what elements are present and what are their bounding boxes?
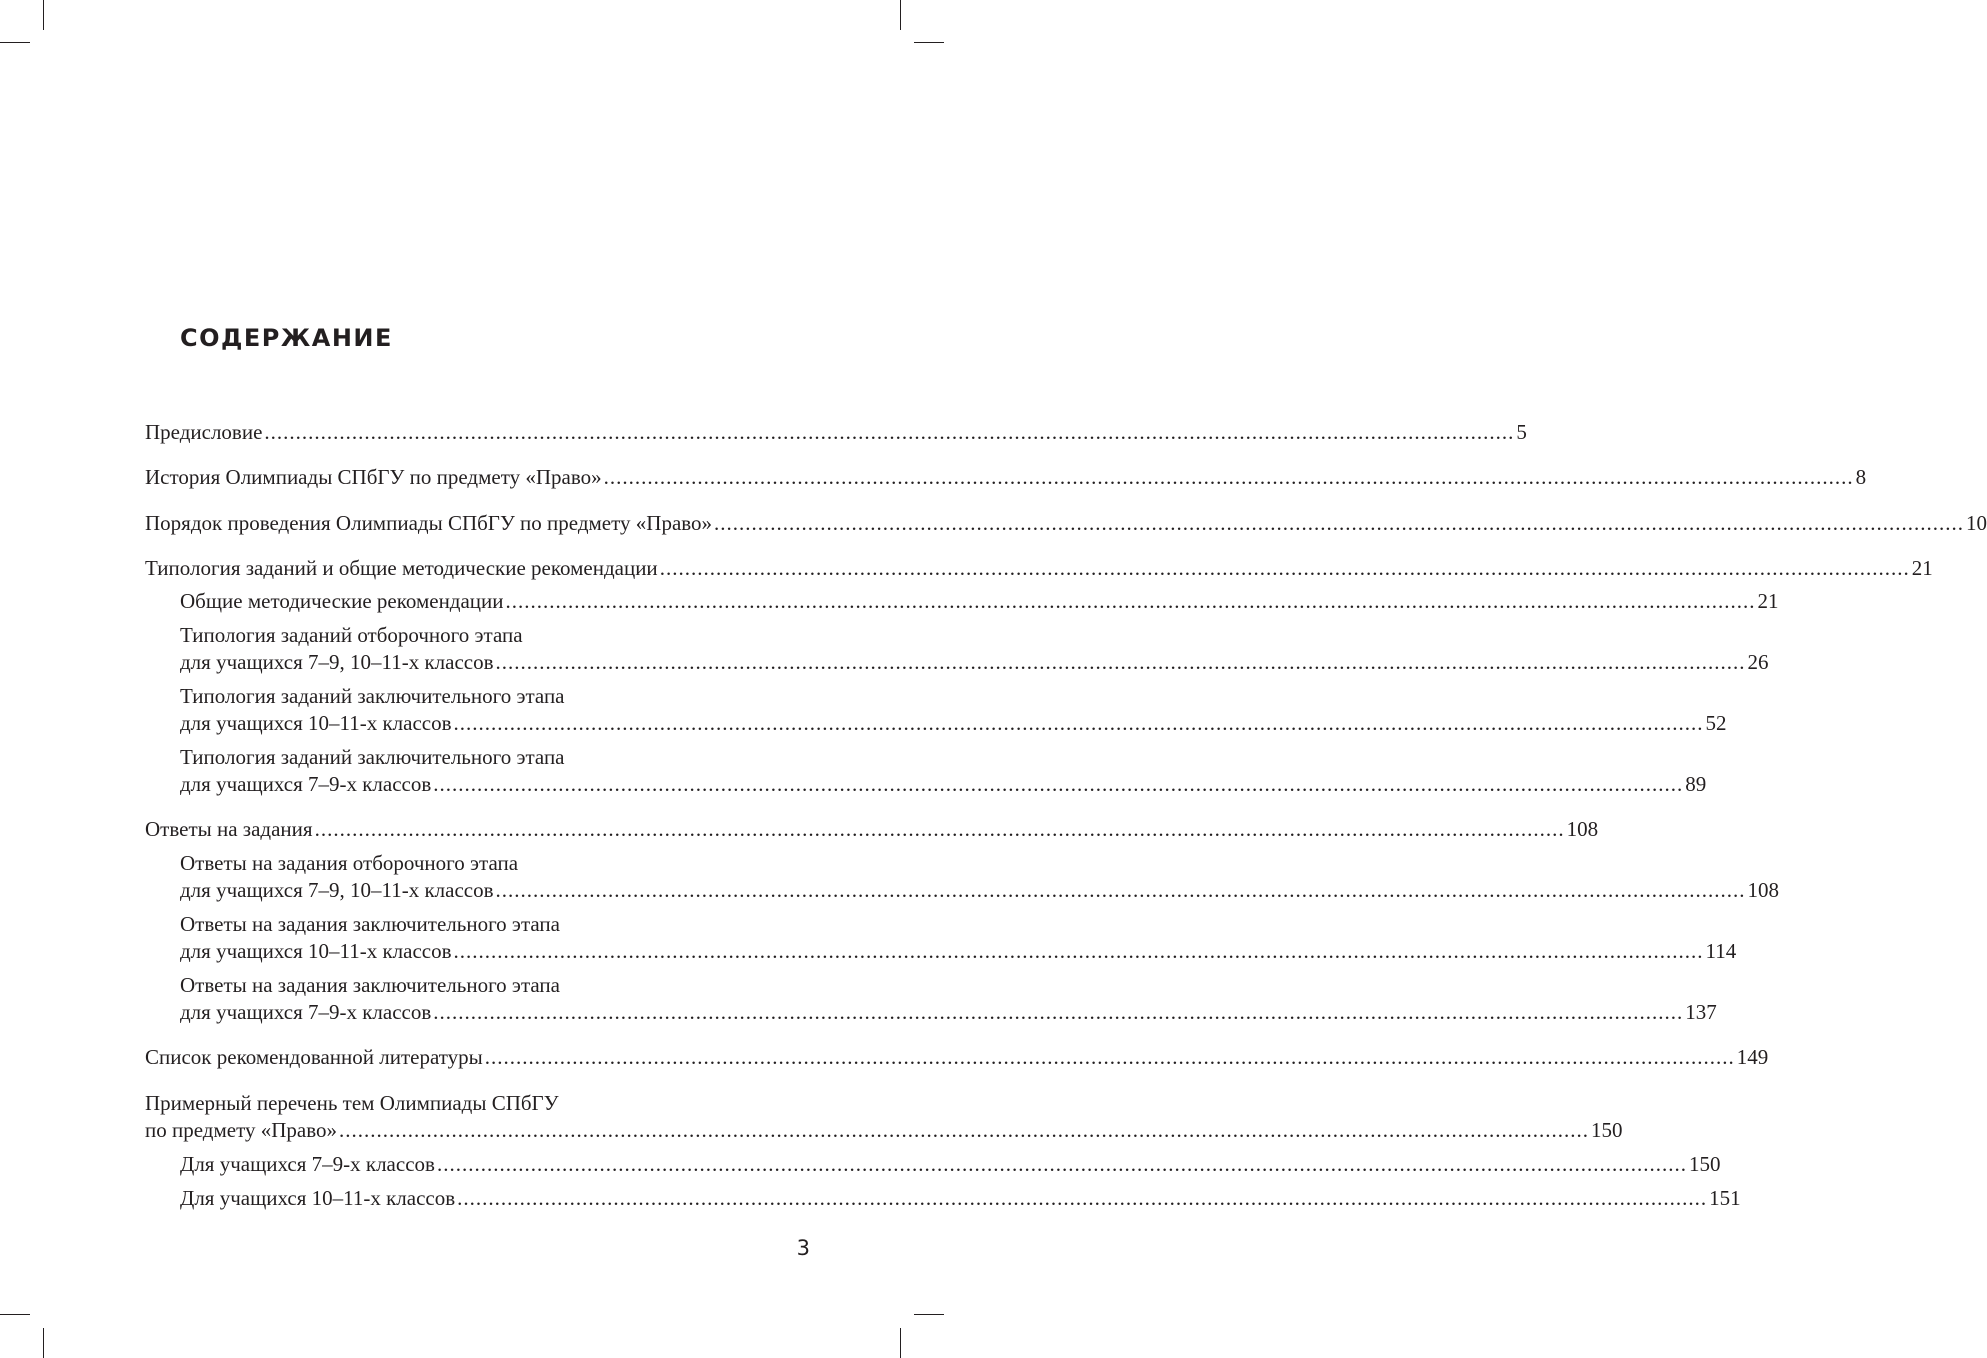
crop-mark-top-right-vertical	[900, 0, 901, 30]
toc-subentry[interactable]	[180, 744, 1707, 798]
dot-leader: ........................................................................................................................................................................................................	[457, 1186, 1708, 1210]
toc-entry-text-line1: Примерный перечень тем Олимпиады СПбГУ	[145, 1091, 559, 1115]
toc-subentry[interactable]	[180, 972, 1717, 1026]
toc-entry-text: Ответы на задания	[145, 817, 313, 841]
toc-entry-text: Список рекомендованной литературы	[145, 1045, 483, 1069]
toc-entry-text-line1: Типология заданий отборочного этапа	[180, 623, 523, 647]
crop-mark-bottom-right-vertical	[900, 1328, 901, 1358]
toc-entry-page: 151	[1709, 1186, 1741, 1210]
dot-leader: ........................................................................................................................................................................................................	[436, 1152, 1687, 1176]
toc-entry-text-line1: Ответы на задания отборочного этапа	[180, 851, 519, 875]
toc-entry-page: 114	[1705, 939, 1737, 963]
toc-entry-text: Порядок проведения Олимпиады СПбГУ по предмету «Право»	[145, 511, 713, 535]
toc-entry-text: Для учащихся 7–9-х классов	[180, 1152, 435, 1176]
toc-entry[interactable]	[145, 464, 1867, 491]
toc-entry-page: 5	[1516, 420, 1527, 444]
toc-subentry[interactable]	[180, 911, 1737, 965]
toc-entry-page: 149	[1736, 1045, 1769, 1069]
toc-entry-page: 108	[1566, 817, 1599, 841]
toc-subentry[interactable]	[180, 622, 1769, 676]
toc-entry-text-line1: Ответы на задания заключительного этапа	[180, 973, 560, 997]
crop-mark-top-left-vertical	[43, 0, 44, 30]
toc-entry-page: 21	[1757, 589, 1779, 613]
dot-leader: ........................................................................................................................................................................................................	[264, 420, 1515, 444]
dot-leader: ........................................................................................................................................................................................................	[453, 711, 1704, 735]
dot-leader: ........................................................................................................................................................................................................	[338, 1118, 1589, 1142]
toc-entry[interactable]	[145, 419, 1527, 446]
toc-entry-text-line1: Ответы на задания заключительного этапа	[180, 912, 560, 936]
crop-mark-bottom-left-vertical	[43, 1328, 44, 1358]
toc-entry-page: 137	[1685, 1000, 1717, 1024]
toc-entry-text: для учащихся 7–9-х классов	[180, 1000, 432, 1024]
toc-entry-text-line1: Типология заданий заключительного этапа	[180, 684, 565, 708]
toc-title: СОДЕРЖАНИЕ	[180, 324, 393, 352]
toc-entry-page: 150	[1590, 1118, 1623, 1142]
dot-leader: ........................................................................................................................................................................................................	[659, 556, 1910, 580]
toc-entry-text: для учащихся 10–11-х классов	[180, 939, 452, 963]
crop-mark-top-right-horizontal	[914, 42, 944, 43]
toc-entry[interactable]	[145, 816, 1599, 843]
toc-entry-text: для учащихся 10–11-х классов	[180, 711, 452, 735]
toc-entry-page: 21	[1911, 556, 1933, 580]
dot-leader: ........................................................................................................................................................................................................	[433, 1000, 1684, 1024]
toc-entry-text: для учащихся 7–9, 10–11-х классов	[180, 878, 494, 902]
toc-entry[interactable]	[145, 555, 1933, 582]
dot-leader: ........................................................................................................................................................................................................	[484, 1045, 1735, 1069]
toc-entry-page: 150	[1688, 1152, 1721, 1176]
toc-entry-text: для учащихся 7–9-х классов	[180, 772, 432, 796]
toc-entry-page: 108	[1747, 878, 1780, 902]
toc-entry-text: Для учащихся 10–11-х классов	[180, 1186, 456, 1210]
crop-mark-bottom-left-horizontal	[0, 1314, 30, 1315]
toc-entry-text-line1: Типология заданий заключительного этапа	[180, 745, 565, 769]
toc-entry-text: Типология заданий и общие методические рекомендации	[145, 556, 658, 580]
toc-subentry[interactable]	[180, 588, 1779, 615]
dot-leader: ........................................................................................................................................................................................................	[714, 511, 1965, 535]
page-number: 3	[796, 1236, 810, 1260]
dot-leader: ........................................................................................................................................................................................................	[495, 878, 1746, 902]
toc-subentry[interactable]	[180, 683, 1727, 737]
toc-entry[interactable]	[145, 1044, 1769, 1071]
toc-entry[interactable]	[145, 510, 1987, 537]
toc-subentry[interactable]	[180, 1151, 1721, 1178]
dot-leader: ........................................................................................................................................................................................................	[433, 772, 1684, 796]
crop-mark-bottom-right-horizontal	[914, 1314, 944, 1315]
dot-leader: ........................................................................................................................................................................................................	[505, 589, 1756, 613]
dot-leader: ........................................................................................................................................................................................................	[495, 650, 1746, 674]
toc-entry-text: по предмету «Право»	[145, 1118, 337, 1142]
toc-entry-text: Предисловие	[145, 420, 263, 444]
dot-leader: ........................................................................................................................................................................................................	[314, 817, 1565, 841]
dot-leader: ........................................................................................................................................................................................................	[453, 939, 1704, 963]
crop-mark-top-left-horizontal	[0, 42, 30, 43]
toc-entry-page: 89	[1685, 772, 1707, 796]
toc-subentry[interactable]	[180, 1185, 1741, 1212]
toc-entry-text: История Олимпиады СПбГУ по предмету «Право»	[145, 465, 602, 489]
toc-entry-text: для учащихся 7–9, 10–11-х классов	[180, 650, 494, 674]
dot-leader: ........................................................................................................................................................................................................	[603, 465, 1854, 489]
toc-entry-text: Общие методические рекомендации	[180, 589, 504, 613]
toc-entry-page: 52	[1705, 711, 1727, 735]
toc-subentry[interactable]	[180, 850, 1780, 904]
toc-entry-page: 26	[1747, 650, 1769, 674]
toc-entry[interactable]	[145, 1090, 1623, 1144]
toc-entry-page: 10	[1966, 511, 1987, 535]
toc-entry-page: 8	[1855, 465, 1867, 489]
